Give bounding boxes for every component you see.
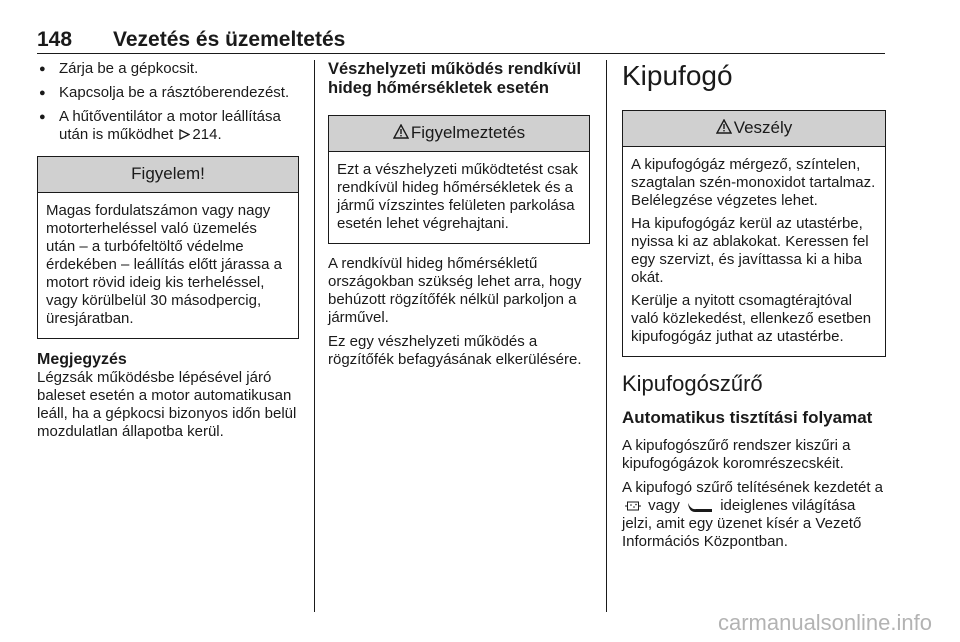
warning-triangle-icon [716, 119, 732, 134]
section-heading: Kipufogó [622, 60, 733, 91]
page-header [37, 14, 885, 54]
exhaust-filter-icon [625, 499, 641, 513]
page-number: 148 [37, 28, 73, 51]
danger-header [623, 111, 885, 147]
notice-box [37, 156, 299, 339]
danger-text: A kipufogógáz mérgező, színtelen, szagtalan szén-monoxidot tartalmaz. Belélegzése végzetes lehet. Ha kipufogógáz kerül az utastérbe, nyissa ki az ablakokat. Keressen fel egy szervizt, és javíttassa ki a hiba okát. Kerülje a nyitott csomagtérajtóval való közlekedést, ellenkező esetben kipufogógáz juthat az utastérbe. [631, 156, 876, 345]
column-1 [37, 60, 299, 441]
column-2 [328, 60, 590, 369]
column-divider [314, 60, 315, 612]
notice-text: Magas fordulatszámon vagy nagy motorterheléssel való üzemelés után – a turbófeltöltő védelme érdekében – leállítás előtt járassa a motort rövid ideig kis terheléssel, vagy körülbelül 30 másodpercig, üresjáratban. [46, 202, 282, 327]
page-reference[interactable]: 214. [192, 126, 222, 143]
page-reference-arrow-icon [179, 129, 190, 140]
paragraph: A rendkívül hideg hőmérsékletű országokban szükség lehet arra, hogy behúzott rögzítőfék nélkül parkoljon a járművel. [328, 255, 582, 326]
warning-text: Ezt a vészhelyzeti működtetést csak rendkívül hideg hőmérsékletek és a jármű vízszintes felületen parkolása esetén lehet végrehajtani. [337, 161, 578, 232]
column-divider [606, 60, 607, 612]
header-divider [37, 53, 885, 54]
note-heading: Megjegyzés [37, 351, 127, 368]
list-item: ● A hűtőventilátor a motor leállítása után is működhet 214. [37, 108, 299, 144]
subsection-heading: Kipufogószűrő [622, 371, 763, 396]
danger-box [622, 110, 886, 357]
watermark: carmanualsonline.info [717, 610, 932, 635]
list-item: ● Kapcsolja be a rásztóberendezést. [37, 84, 299, 102]
paragraph: A kipufogó szűrő telítésének kezdetét a vagy ideiglenes világítása jelzi, amit egy üzenet kísér a Vezető Információs Központban. [622, 479, 883, 550]
sub-subsection-heading: Automatikus tisztítási folyamat [622, 408, 873, 427]
notice-title: Figyelem! [38, 157, 298, 193]
section-heading: Vészhelyzeti működés rendkívül hideg hőmérsékletek esetén [328, 60, 582, 97]
bullet-list [37, 60, 299, 144]
warning-header [329, 116, 589, 152]
paragraph: Ez egy vészhelyzeti működés a rögzítőfék befagyásának elkerülésére. [328, 333, 582, 368]
warning-triangle-icon [393, 124, 409, 139]
list-item: ● Zárja be a gépkocsit. [37, 60, 299, 78]
note-section [37, 350, 299, 441]
paragraph: A kipufogószűrő rendszer kiszűri a kipufogógázok koromrészecskéit. [622, 437, 851, 472]
chapter-title: Vezetés és üzemeltetés [113, 28, 346, 51]
note-text: Légzsák működésbe lépésével járó baleset esetén a motor automatikusan leáll, ha a gépkocsi bizonyos időn belül mozdulatlan állapotba kerül. [37, 369, 297, 440]
column-3 [622, 60, 886, 551]
warning-box [328, 115, 590, 244]
engine-warning-icon [687, 501, 713, 513]
danger-title: Veszély [733, 118, 793, 137]
warning-title: Figyelmeztetés [410, 123, 526, 142]
